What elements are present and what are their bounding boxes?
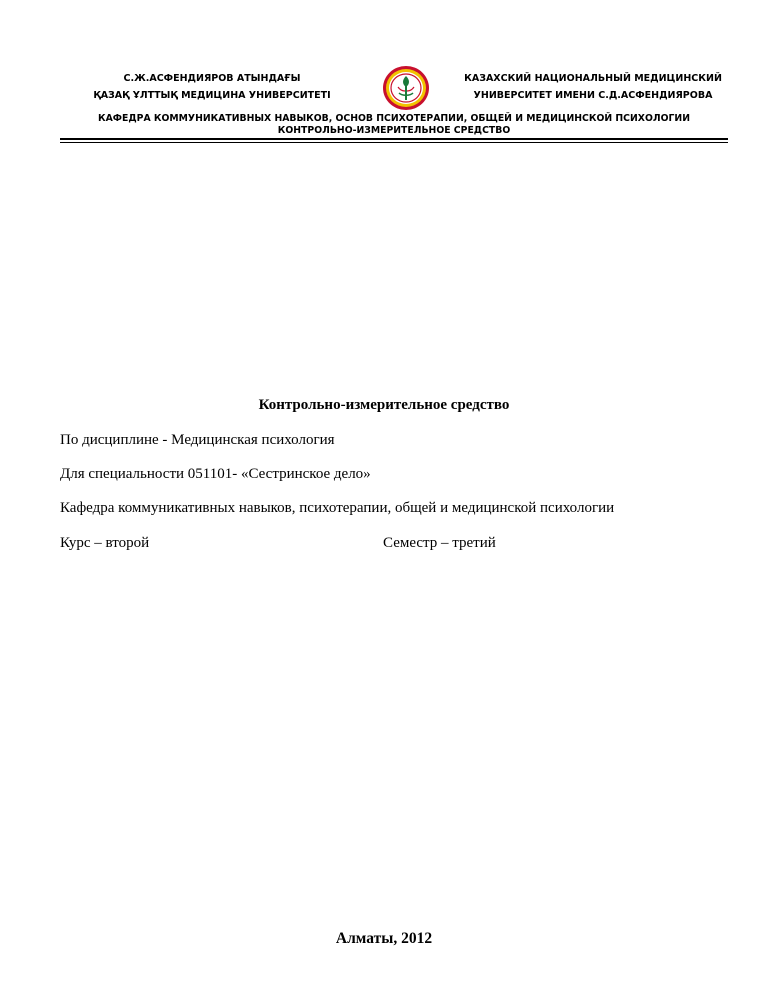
university-name-russian [443, 70, 743, 104]
specialty-line: Для специальности 051101- «Сестринское дело» [60, 466, 371, 482]
department-line: Кафедра коммуникативных навыков, психотерапии, общей и медицинской психологии [60, 500, 615, 516]
kazakh-name-line-2: ҚАЗАҚ ҰЛТТЫҚ МЕДИЦИНА УНИВЕРСИТЕТІ [93, 90, 331, 101]
semester-line: Семестр – третий [383, 535, 496, 551]
header-document-type: КОНТРОЛЬНО-ИЗМЕРИТЕЛЬНОЕ СРЕДСТВО [277, 125, 511, 136]
russian-name-line-1: КАЗАХСКИЙ НАЦИОНАЛЬНЫЙ МЕДИЦИНСКИЙ [464, 73, 722, 84]
header-department-block [60, 113, 728, 137]
document-title: Контрольно-измерительное средство [258, 397, 510, 413]
header-divider-thin [60, 142, 728, 143]
university-seal-icon [381, 65, 431, 111]
russian-name-line-2: УНИВЕРСИТЕТ ИМЕНИ С.Д.АСФЕНДИЯРОВА [473, 90, 713, 101]
header-department-name: КАФЕДРА КОММУНИКАТИВНЫХ НАВЫКОВ, ОСНОВ ПСИХОТЕРАПИИ, ОБЩЕЙ И МЕДИЦИНСКОЙ ПСИХОЛОГИИ [98, 113, 690, 124]
city-year: Алматы, 2012 [335, 930, 433, 947]
kazakh-name-line-1: С.Ж.АСФЕНДИЯРОВ АТЫНДАҒЫ [123, 73, 301, 84]
discipline-line: По дисциплине - Медицинская психология [60, 432, 335, 448]
course-line: Курс – второй [60, 535, 150, 551]
header-divider-thick [60, 138, 728, 140]
university-name-kazakh [80, 70, 344, 104]
